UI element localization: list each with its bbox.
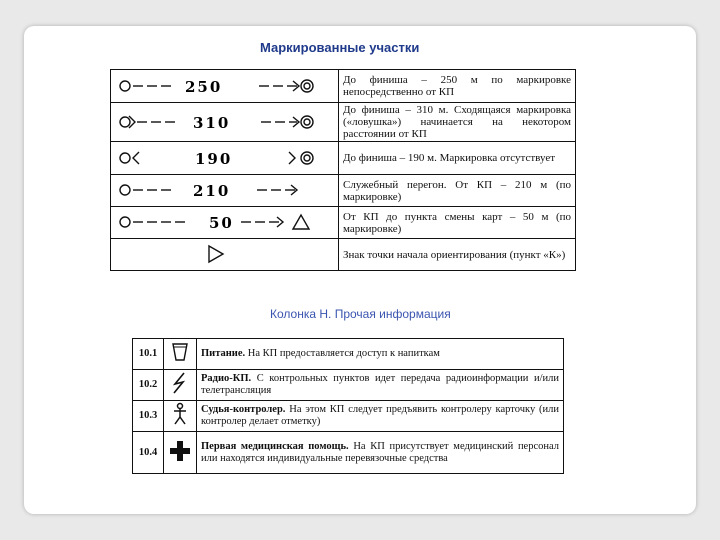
- distance-label: 50: [209, 214, 234, 232]
- start-triangle-icon: [209, 246, 223, 262]
- code-cell: 10.4: [133, 432, 164, 474]
- description-cell: [197, 370, 564, 401]
- description-cell: Служебный перегон. От КП – 210 м (по маркировке): [339, 175, 576, 207]
- icon-cell: [164, 370, 197, 401]
- description-cell: До финиша – 250 м по маркировке непосредственно от КП: [339, 70, 576, 103]
- distance-label: 310: [193, 114, 231, 132]
- cup-icon: [164, 339, 196, 365]
- table-row: [111, 207, 576, 239]
- text: На КП присутствует медицинский персонал или находятся индивидуальные перевязочные средства: [201, 440, 559, 464]
- description-cell: До финиша – 310 м. Сходящаяся маркировка («ловушка») начинается на некотором расстоянии от КП: [339, 103, 576, 142]
- description-cell: От КП до пункта смены карт – 50 м (по маркировке): [339, 207, 576, 239]
- code-cell: 10.2: [133, 370, 164, 401]
- table-row: [111, 175, 576, 207]
- other-info-title: Колонка Н. Прочая информация: [270, 307, 451, 321]
- description-cell: До финиша – 190 м. Маркировка отсутствует: [339, 142, 576, 175]
- description-cell: [197, 401, 564, 432]
- code-cell: 10.1: [133, 339, 164, 370]
- heading: Питание.: [201, 348, 246, 359]
- marked-sections-title: Маркированные участки: [260, 40, 420, 55]
- symbol-cell: [111, 70, 339, 103]
- heading: Судья-контролер.: [201, 404, 286, 415]
- description-cell: Знак точки начала ориентирования (пункт «К»): [339, 239, 576, 271]
- table-row: [111, 142, 576, 175]
- icon-cell: [164, 339, 197, 370]
- icon-cell: [164, 401, 197, 432]
- symbol-cell: [111, 142, 339, 175]
- code-cell: 10.3: [133, 401, 164, 432]
- table-row: [133, 370, 564, 401]
- table-row: [133, 401, 564, 432]
- distance-label: 190: [195, 150, 233, 168]
- heading: Радио-КП.: [201, 373, 252, 384]
- judge-icon: [164, 401, 196, 427]
- table-row: [133, 432, 564, 474]
- medical-cross-icon: [164, 438, 196, 464]
- icon-cell: [164, 432, 197, 474]
- description-cell: [197, 339, 564, 370]
- text: На этом КП следует предъявить контролеру карточку (или контролер делает отметку): [201, 404, 559, 427]
- symbol-cell: [111, 239, 339, 271]
- distance-label: 210: [193, 182, 231, 200]
- marked-sections-table: [110, 69, 576, 271]
- other-info-table: [132, 338, 564, 474]
- slide: [24, 26, 696, 514]
- heading: Первая медицинская помощь.: [201, 440, 349, 452]
- symbol-cell: [111, 207, 339, 239]
- table-row: [133, 339, 564, 370]
- text: На КП предоставляется доступ к напиткам: [245, 348, 440, 359]
- lightning-icon: [164, 370, 196, 396]
- description-cell: [197, 432, 564, 474]
- symbol-cell: [111, 175, 339, 207]
- text: С контрольных пунктов идет передача радиоинформации и/или телетрансляция: [201, 373, 559, 396]
- distance-label: 250: [185, 78, 223, 96]
- table-row: [111, 70, 576, 103]
- table-row: [111, 239, 576, 271]
- table-row: [111, 103, 576, 142]
- symbol-cell: [111, 103, 339, 142]
